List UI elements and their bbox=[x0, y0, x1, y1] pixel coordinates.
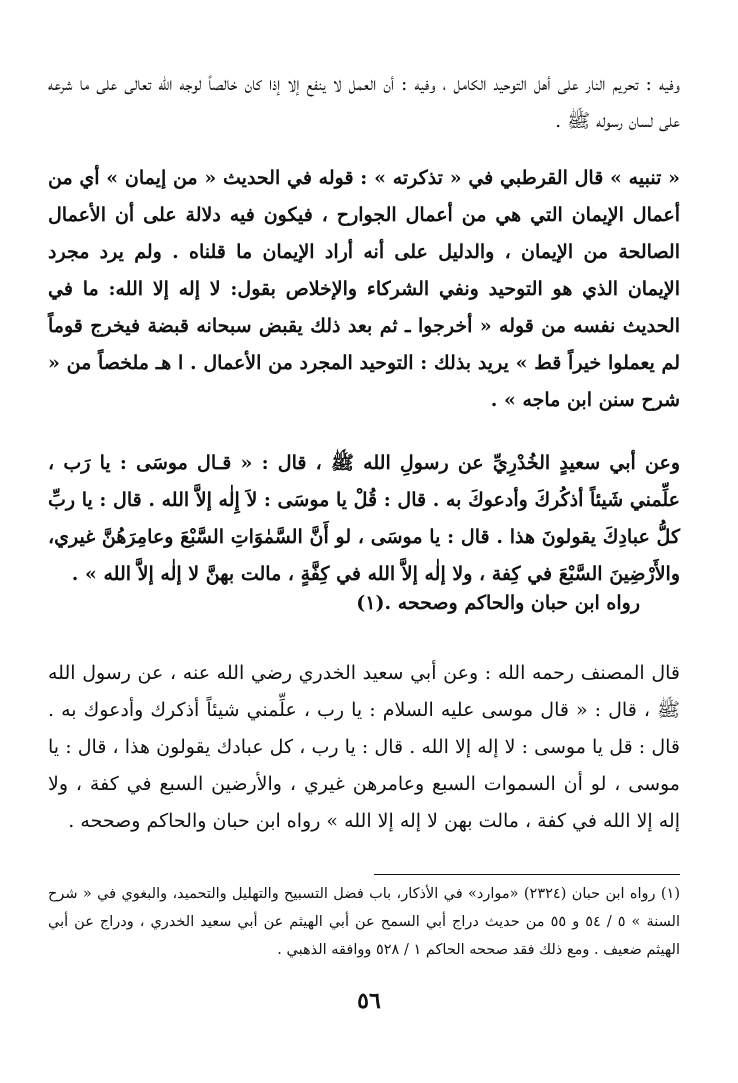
paragraph-qurtubi-note: « تنبيه » قال القرطبي في « تذكرته » : قوله في الحديث « من إيمان » أي من أعمال الإيمان التي هي من أعمال الجوارح ، فيكون فيه دلالة على أن الأعمال الصالحة من الإيمان ، والدليل على أنه أراد الإيمان ما قلناه . ولم يرد مجرد الإيمان الذي هو التوحيد ونفي الشركاء والإخلاص بقول: لا إله إلا الله: ما في الحديث نفسه من قوله « أخرجوا ـ ثم بعد ذلك يقبض سبحانه قبضة فيخرج قوماً لم يعملوا خيراً قط » يريد بذلك : التوحيد المجرد من الأعمال . ا هـ ملخصاً من « شرح سنن ابن ماجه » . bbox=[48, 167, 680, 411]
paragraph-hadith-musa: وعن أبي سعيدٍ الخُدْرِيِّ عن رسولِ الله ﷺ ، قال : « قـال موسَى : يا رَب ، علِّمني شَيئاً أذكُركَ وأدعوكَ به . قال : قُلْ يا موسَى : لاَ إِلٰه إلاَّ الله . قال : يا ربِّ كلُّ عبادِكَ يقولونَ هذا . قال : يا موسَى ، لو أَنَّ السَّمٰوَاتِ السَّبْعَ وعامِرَهُنَّ غيري، والأَرْضِينَ السَّبْعَ في كِفة ، ولا إلٰه إلاَّ الله في كِفَّةٍ ، مالت بهنَّ لا إلٰه إلاَّ الله » . bbox=[48, 452, 680, 585]
hadith-source: رواه ابن حبان والحاكم وصححه .(١) bbox=[356, 592, 640, 614]
footnote-1: (١) رواه ابن حبان (٢٣٢٤) «موارد» في الأذكار، باب فضل التسبيح والتهليل والتحميد، والبغوي في « شرح السنة » ٥ / ٥٤ و ٥٥ من حديث دراج أبي السمح عن أبي الهيثم عن أبي سعيد الخدري ، ودراج عن أبي الهيثم ضعيف . ومع ذلك فقد صححه الحاكم ١ / ٥٢٨ ووافقه الذهبي . bbox=[48, 886, 681, 958]
footnotes bbox=[48, 880, 680, 964]
paragraph-author-quote: قال المصنف رحمه الله : وعن أبي سعيد الخدري رضي الله عنه ، عن رسول الله ﷺ ، قال : « قال موسى عليه السلام : يا رب ، علِّمني شيئاً أذكرك وأدعوك به . قال : قل يا موسى : لا إله إلا الله . قال : يا رب ، كل عبادك يقولون هذا ، قال : يا موسى ، لو أن السموات السبع وعامرهن غيري ، والأرضين السبع في كفة ، ولا إله إلا الله في كفة ، مالت بهن لا إله إلا الله » رواه ابن حبان والحاكم وصححه . bbox=[48, 662, 680, 832]
paragraph-tawhid-conclusion: وفيه : تحريم النار على أهل التوحيد الكامل ، وفيه : أن العمل لا ينفع إلا إذا كان خالصاً لوجه الله تعالى على ما شرعه على لسان رسوله ﷺ . bbox=[48, 73, 680, 132]
page-number: ٥٦ bbox=[357, 988, 381, 1014]
footnote-divider bbox=[374, 874, 680, 875]
